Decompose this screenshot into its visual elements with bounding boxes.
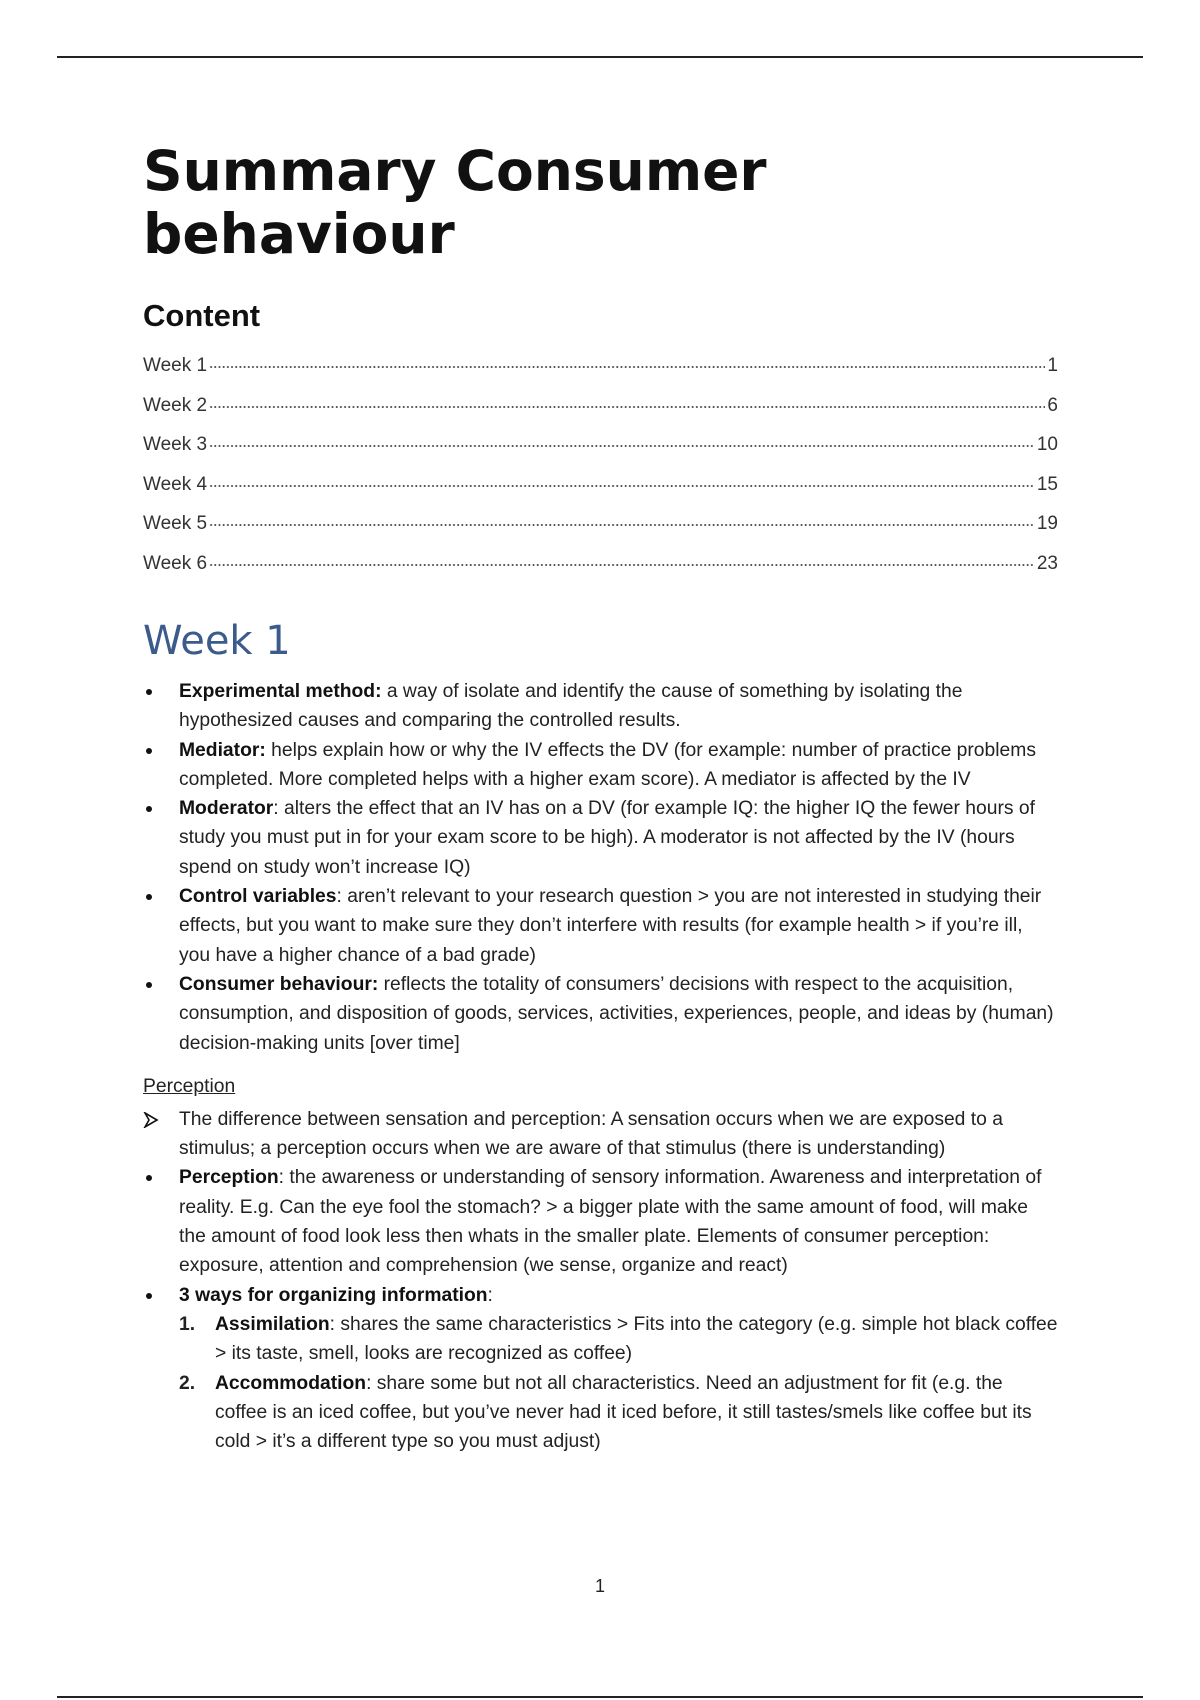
toc-leader-dots <box>209 524 1035 526</box>
definition-term: Perception <box>179 1167 279 1189</box>
list-item <box>143 1105 1058 1164</box>
definitions-list <box>143 677 1058 1058</box>
content-heading: Content <box>143 298 261 333</box>
list-item <box>143 794 1058 882</box>
toc-label: Week 6 <box>143 552 208 574</box>
toc-entry-week-5[interactable] <box>143 504 1058 544</box>
toc-label: Week 5 <box>143 513 208 534</box>
toc-label: Week 4 <box>143 473 208 495</box>
definition-text: : shares the same characteristics > Fits into the category (e.g. simple hot black coffee > its taste, smell, looks are recognized as coffee) <box>215 1313 1058 1365</box>
definition-text: : aren’t relevant to your research question > you are not interested in studying their effects, but you want to make sure they don’t interfere with results (for example health > if you’re ill, you have a higher chance of a bad grade) <box>179 886 1042 966</box>
definition-text: reflects the totality of consumers’ decisions with respect to the acquisition, consumption, and disposition of goods, services, activities, experiences, people, and ideas by (human) decision-making units [over time] <box>179 973 1054 1054</box>
toc-page-number: 19 <box>1036 513 1058 534</box>
item-number: 2. <box>179 1372 196 1394</box>
numbered-item <box>179 1369 1058 1457</box>
top-rule <box>57 56 1143 58</box>
week-1-heading: Week 1 <box>143 618 291 664</box>
document-title: Summary Consumer behaviour <box>143 139 767 266</box>
definition-text: : alters the effect that an IV has on a DV (for example IQ: the higher IQ the fewer hours of study you must put in for your exam score to be high). A moderator is not affected by the IV (hours spend on study won’t increase IQ) <box>179 798 1035 878</box>
definition-term: Mediator: <box>179 739 266 761</box>
definition-term: Accommodation <box>215 1372 367 1394</box>
definition-text: : <box>487 1284 493 1306</box>
toc-leader-dots <box>209 406 1045 408</box>
definition-term: Assimilation <box>215 1313 330 1335</box>
toc-page-number: 6 <box>1047 394 1058 416</box>
definition-text: : share some but not all characteristics. Need an adjustment for fit (e.g. the coffee is an iced coffee, but you’ve never had it iced before, it still tastes/smels like coffee but its cold > it’s a different type so you must adjust) <box>215 1372 1032 1453</box>
toc-entry-week-3[interactable] <box>143 425 1058 465</box>
toc-page-number: 15 <box>1036 473 1058 495</box>
document-page <box>143 140 1058 1456</box>
toc-page-number: 1 <box>1047 355 1058 376</box>
list-item <box>143 736 1058 795</box>
toc-page-number: 23 <box>1036 552 1058 574</box>
definition-text: helps explain how or why the IV effects the DV (for example: number of practice problems completed. More completed helps with a higher exam score). A mediator is affected by the IV <box>179 739 1036 790</box>
list-item <box>143 677 1058 736</box>
toc-entry-week-1[interactable] <box>143 346 1058 386</box>
toc-leader-dots <box>209 366 1045 368</box>
list-item <box>143 882 1058 970</box>
definition-term: Experimental method: <box>179 681 382 702</box>
toc-label: Week 1 <box>143 355 208 376</box>
toc-entry-week-6[interactable] <box>143 544 1058 584</box>
toc-entry-week-4[interactable] <box>143 465 1058 505</box>
definition-term: 3 ways for organizing information <box>179 1284 488 1306</box>
toc-leader-dots <box>209 485 1035 487</box>
definition-text: : the awareness or understanding of sensory information. Awareness and interpretation of reality. E.g. Can the eye fool the stomach? > a bigger plate with the same amount of food, will make the amount of food look less then whats in the smaller plate. Elements of consumer perception: exposure, attention and comprehension (we sense, organize and react) <box>179 1167 1042 1277</box>
arrow-item-text: The difference between sensation and perception: A sensation occurs when we are exposed to a stimulus; a perception occurs when we are aware of that stimulus (there is understanding) <box>179 1108 1003 1160</box>
toc-entry-week-2[interactable] <box>143 386 1058 426</box>
numbered-item <box>179 1310 1058 1369</box>
toc-label: Week 3 <box>143 434 208 455</box>
perception-list <box>143 1105 1058 1457</box>
item-number: 1. <box>179 1313 196 1335</box>
definition-term: Consumer behaviour: <box>179 973 379 995</box>
toc-page-number: 10 <box>1036 434 1058 455</box>
list-item <box>143 1163 1058 1280</box>
perception-section-label: Perception <box>143 1075 236 1097</box>
organizing-ways-list <box>179 1310 1058 1456</box>
definition-text: a way of isolate and identify the cause of something by isolating the hypothesized causes and comparing the controlled results. <box>179 681 963 732</box>
bottom-rule <box>57 1696 1143 1698</box>
definition-term: Control variables <box>179 886 337 908</box>
list-item <box>143 1281 1058 1457</box>
table-of-contents <box>143 346 1058 583</box>
list-item <box>143 970 1058 1058</box>
toc-label: Week 2 <box>143 394 208 416</box>
definition-term: Moderator <box>179 798 274 820</box>
toc-leader-dots <box>209 564 1035 566</box>
toc-leader-dots <box>209 445 1035 447</box>
page-number: 1 <box>594 1576 605 1596</box>
